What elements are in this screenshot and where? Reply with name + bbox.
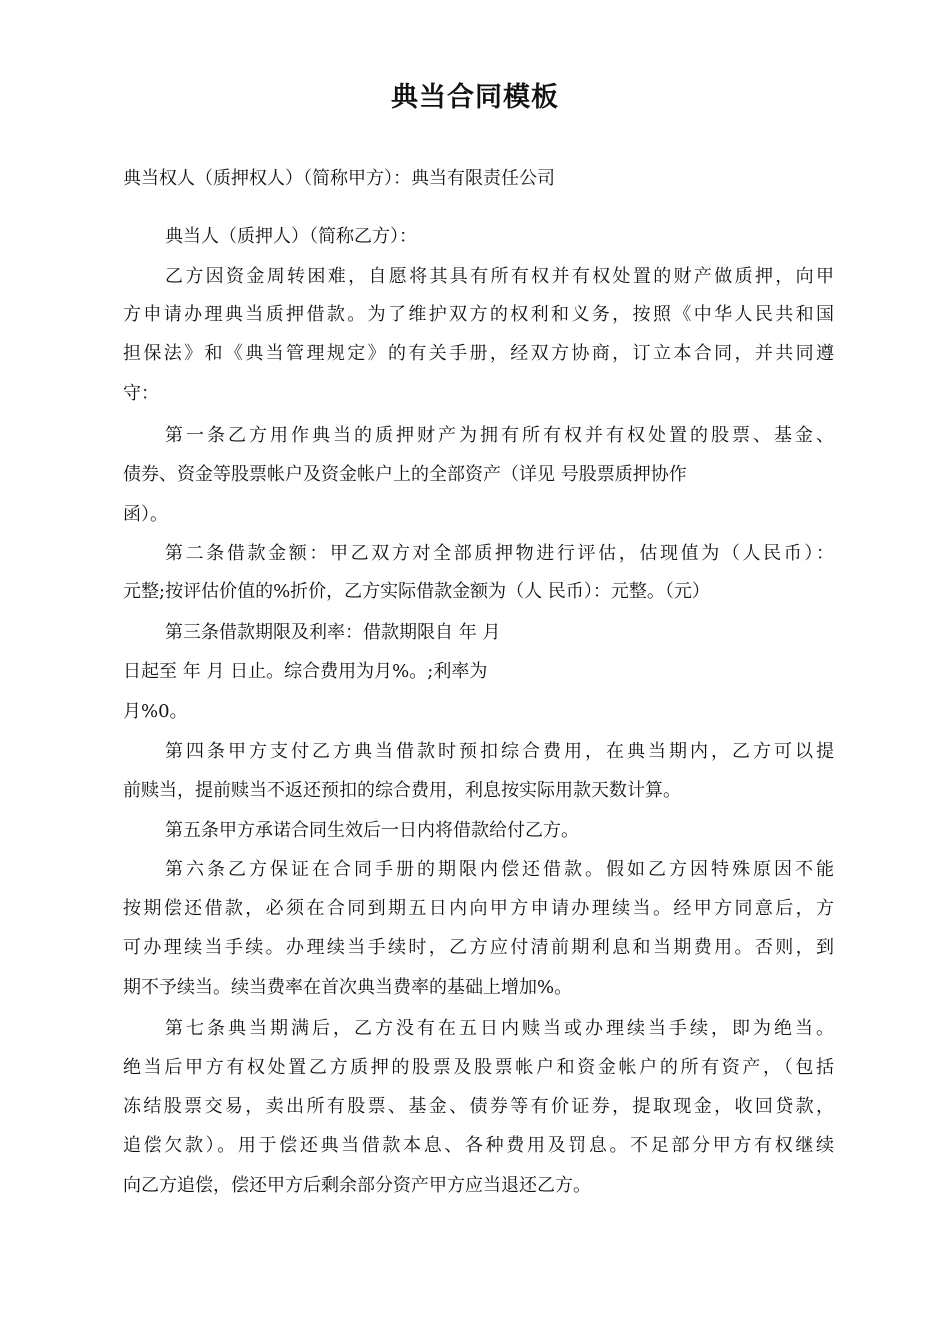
article-3-line: 第三条借款期限及利率：借款期限自 年 月 (165, 622, 501, 643)
article-7-line: 追偿欠款）。用于偿还典当借款本息、各种费用及罚息。不足部分甲方有权继续 (123, 1135, 834, 1156)
article-1-line: 债券、资金等股票帐户及资金帐户上的全部资产（详见 号股票质押协作 (123, 464, 687, 485)
article-7-line: 第七条典当期满后，乙方没有在五日内赎当或办理续当手续，即为绝当。 (165, 1018, 834, 1039)
article-2-line: 元整;按评估价值的%折价，乙方实际借款金额为（人 民币）：元整。（元） (123, 581, 710, 602)
article-4-line: 前赎当，提前赎当不返还预扣的综合费用，利息按实际用款天数计算。 (123, 780, 681, 801)
article-3-line: 日起至 年 月 日止。综合费用为月%。;利率为 (123, 661, 488, 682)
document-title: 典当合同模板 (391, 82, 559, 113)
article-3-line: 月%0。 (123, 701, 188, 722)
article-5-line: 第五条甲方承诺合同生效后一日内将借款给付乙方。 (165, 820, 579, 841)
article-2-line: 第二条借款金额：甲乙双方对全部质押物进行评估，估现值为（人民币）： (165, 543, 834, 564)
article-7-line: 冻结股票交易，卖出所有股票、基金、债券等有价证券，提取现金，收回贷款， (123, 1096, 834, 1117)
article-7-line: 向乙方追偿，偿还甲方后剩余部分资产甲方应当退还乙方。 (123, 1175, 591, 1196)
pawnee-party-line: 典当权人（质押权人）（简称甲方）：典当有限责任公司 (123, 168, 555, 189)
article-6-line: 可办理续当手续。办理续当手续时，乙方应付清前期利息和当期费用。否则，到 (123, 937, 834, 958)
article-6-line: 第六条乙方保证在合同手册的期限内偿还借款。假如乙方因特殊原因不能 (165, 859, 834, 880)
article-6-line: 期不予续当。续当费率在首次典当费率的基础上增加%。 (123, 977, 573, 998)
article-6-line: 按期偿还借款，必须在合同到期五日内向甲方申请办理续当。经甲方同意后，方 (123, 898, 834, 919)
preamble-line: 乙方因资金周转困难，自愿将其具有所有权并有权处置的财产做质押，向甲 (165, 266, 834, 287)
preamble-line: 守： (123, 383, 159, 404)
preamble-line: 方申请办理典当质押借款。为了维护双方的权利和义务，按照《中华人民共和国 (123, 304, 834, 325)
article-1-line: 函）。 (123, 504, 168, 525)
preamble-line: 担保法》和《典当管理规定》的有关手册，经双方协商，订立本合同，并共同遵 (123, 343, 834, 364)
pawner-party-line: 典当人（质押人）（简称乙方）： (165, 226, 417, 247)
article-7-line: 绝当后甲方有权处置乙方质押的股票及股票帐户和资金帐户的所有资产，（包括 (123, 1057, 834, 1078)
article-1-line: 第一条乙方用作典当的质押财产为拥有所有权并有权处置的股票、基金、 (165, 425, 834, 446)
article-4-line: 第四条甲方支付乙方典当借款时预扣综合费用，在典当期内，乙方可以提 (165, 741, 834, 762)
